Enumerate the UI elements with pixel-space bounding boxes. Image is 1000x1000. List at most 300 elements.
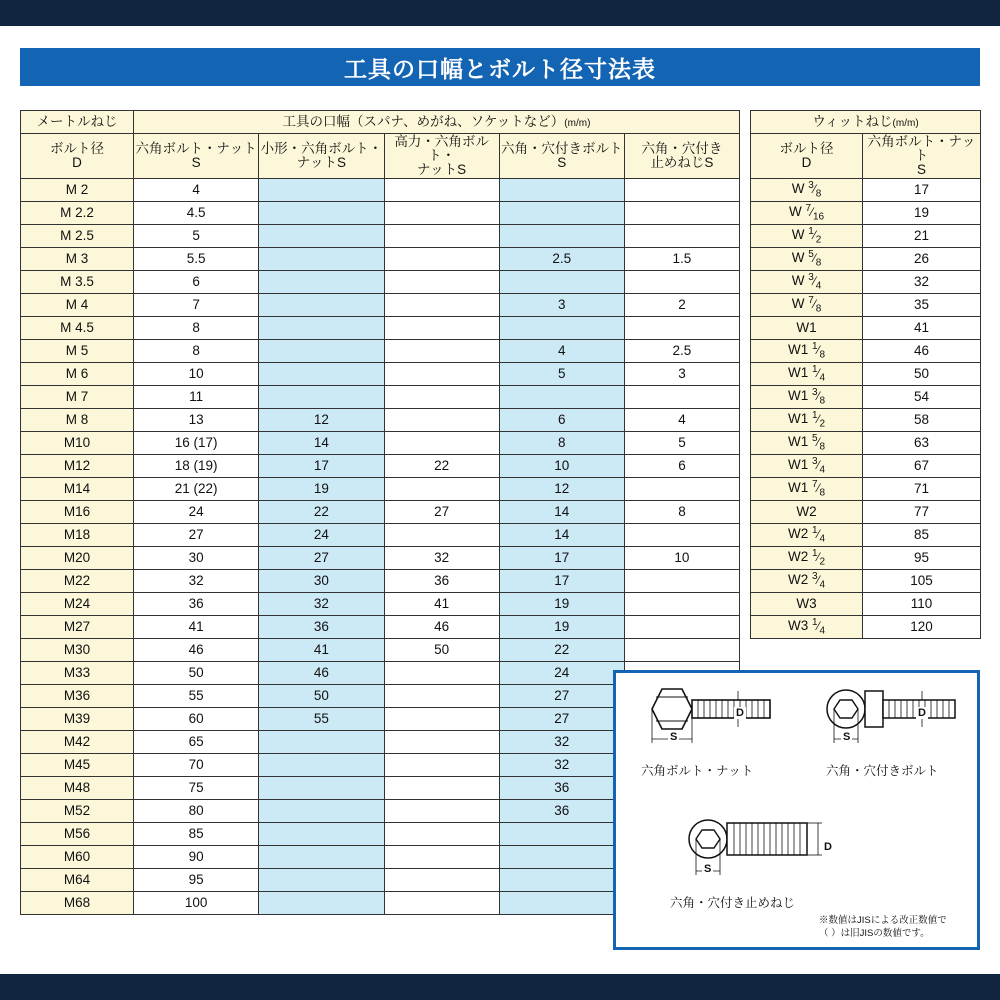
wit-col-header-bolt-diameter [751,134,863,179]
cell-bolt-diameter: M 7 [21,386,134,409]
cell-high-hex [384,478,499,501]
table-row [21,248,740,271]
cell-hex-bolt-nut: 32 [133,570,258,593]
cell-bolt-diameter: M33 [21,662,134,685]
page-title: 工具の口幅とボルト径寸法表 [344,55,656,82]
cell-high-hex [384,846,499,869]
cell-socket-bolt: 36 [499,777,624,800]
cell-wit-hex: 50 [863,363,981,386]
table-row [21,547,740,570]
table-row [751,409,981,432]
cell-wit-hex: 63 [863,432,981,455]
table-row [751,179,981,202]
cell-socket-bolt: 19 [499,593,624,616]
cell-hex-bolt-nut: 75 [133,777,258,800]
wit-col-header-hex [863,134,981,179]
cell-wit-bolt-diameter: W1 $^3⁄_8$ [751,386,863,409]
cell-bolt-diameter: M30 [21,639,134,662]
cell-wit-hex: 54 [863,386,981,409]
table-row [21,616,740,639]
cell-small-hex [259,340,384,363]
col-header-high-hex-label: 高力・六角ボルト・ [394,133,489,163]
cell-high-hex [384,202,499,225]
cell-bolt-diameter: M24 [21,593,134,616]
cell-small-hex [259,892,384,915]
cell-hex-bolt-nut: 11 [133,386,258,409]
cell-set-screw: 6 [624,455,739,478]
table-row [21,179,740,202]
col-header-bolt-diameter [21,134,134,179]
col-header-high-hex-sub: ナットS [416,162,467,178]
cell-socket-bolt: 22 [499,639,624,662]
col-header-small-hex-sub: ナットS [296,155,347,170]
table-row [21,294,740,317]
table-row [751,294,981,317]
cell-high-hex [384,662,499,685]
cell-hex-bolt-nut: 8 [133,340,258,363]
cell-small-hex [259,294,384,317]
cell-bolt-diameter: M39 [21,708,134,731]
cell-set-screw [624,202,739,225]
cell-high-hex [384,731,499,754]
cell-small-hex: 50 [259,685,384,708]
hex-bolt-nut-drawing [634,683,804,753]
cell-socket-bolt: 3 [499,294,624,317]
cell-small-hex [259,846,384,869]
table-row [21,271,740,294]
cell-bolt-diameter: M60 [21,846,134,869]
cell-small-hex [259,777,384,800]
col-header-socket-bolt-sub: S [557,155,567,170]
cell-socket-bolt: 36 [499,800,624,823]
diagram-caption-set-screw: 六角・穴付き止めねじ [670,896,796,910]
cell-wit-hex: 26 [863,248,981,271]
cell-wit-bolt-diameter: W2 [751,501,863,524]
cell-small-hex [259,225,384,248]
cell-high-hex: 32 [384,547,499,570]
cell-socket-bolt: 17 [499,547,624,570]
cell-socket-bolt: 14 [499,524,624,547]
cell-high-hex [384,225,499,248]
cell-socket-bolt [499,869,624,892]
cell-set-screw: 5 [624,432,739,455]
cell-wit-hex: 120 [863,616,981,639]
cell-wit-hex: 17 [863,179,981,202]
cell-high-hex [384,317,499,340]
cell-small-hex [259,179,384,202]
cell-bolt-diameter: M42 [21,731,134,754]
cell-wit-hex: 46 [863,340,981,363]
cell-bolt-diameter: M 2.5 [21,225,134,248]
wit-group-header-row [751,111,981,134]
cell-high-hex: 46 [384,616,499,639]
cell-hex-bolt-nut: 30 [133,547,258,570]
cell-wit-bolt-diameter: W2 $^1⁄_4$ [751,524,863,547]
cell-hex-bolt-nut: 41 [133,616,258,639]
cell-hex-bolt-nut: 55 [133,685,258,708]
cell-small-hex [259,386,384,409]
cell-wit-bolt-diameter: W $^5⁄_8$ [751,248,863,271]
cell-socket-bolt [499,202,624,225]
cell-hex-bolt-nut: 24 [133,501,258,524]
cell-bolt-diameter: M45 [21,754,134,777]
cell-high-hex [384,432,499,455]
cell-small-hex: 32 [259,593,384,616]
cell-set-screw [624,478,739,501]
cell-set-screw: 10 [624,547,739,570]
cell-high-hex [384,708,499,731]
cell-set-screw: 4 [624,409,739,432]
cell-bolt-diameter: M 3.5 [21,271,134,294]
cell-socket-bolt: 12 [499,478,624,501]
cell-high-hex [384,294,499,317]
cell-bolt-diameter: M 5 [21,340,134,363]
cell-set-screw: 1.5 [624,248,739,271]
cell-socket-bolt [499,225,624,248]
cell-hex-bolt-nut: 85 [133,823,258,846]
col-header-high-hex [384,134,499,179]
diagram-caption-hex-bolt-nut: 六角ボルト・ナット [641,764,754,778]
set-screw-d-label: D [824,841,832,853]
cell-wit-bolt-diameter: W $^1⁄_2$ [751,225,863,248]
table-row [751,478,981,501]
group-header-metric: メートルねじ [21,111,134,134]
cell-wit-hex: 19 [863,202,981,225]
table-row [751,248,981,271]
cell-socket-bolt: 32 [499,731,624,754]
page-title-banner [20,48,980,86]
cell-high-hex [384,800,499,823]
table-row [751,593,981,616]
cell-hex-bolt-nut: 5.5 [133,248,258,271]
cell-wit-bolt-diameter: W3 [751,593,863,616]
col-header-small-hex [259,134,384,179]
cell-small-hex [259,823,384,846]
col-header-bolt-diameter-sub: D [72,155,82,170]
cell-bolt-diameter: M64 [21,869,134,892]
cell-bolt-diameter: M27 [21,616,134,639]
table-row [751,225,981,248]
col-header-hex-bolt-nut [133,134,258,179]
cell-bolt-diameter: M20 [21,547,134,570]
table-row [751,363,981,386]
diagram-panel [613,670,980,950]
cell-bolt-diameter: M48 [21,777,134,800]
cell-hex-bolt-nut: 36 [133,593,258,616]
cell-wit-hex: 110 [863,593,981,616]
cell-small-hex [259,731,384,754]
cell-set-screw [624,271,739,294]
cell-socket-bolt [499,846,624,869]
group-header-tools [133,111,739,134]
cell-high-hex [384,869,499,892]
cell-hex-bolt-nut: 70 [133,754,258,777]
cell-bolt-diameter: M22 [21,570,134,593]
cell-small-hex: 27 [259,547,384,570]
cell-socket-bolt: 17 [499,570,624,593]
hex-bolt-d-label: D [736,707,744,719]
cell-hex-bolt-nut: 16 (17) [133,432,258,455]
cell-small-hex [259,363,384,386]
table-row [751,202,981,225]
cell-bolt-diameter: M52 [21,800,134,823]
cell-wit-hex: 58 [863,409,981,432]
cell-hex-bolt-nut: 65 [133,731,258,754]
cell-hex-bolt-nut: 100 [133,892,258,915]
cell-wit-hex: 32 [863,271,981,294]
table-row [21,478,740,501]
cell-wit-bolt-diameter: W $^7⁄_8$ [751,294,863,317]
cell-hex-bolt-nut: 27 [133,524,258,547]
table-row [751,570,981,593]
set-screw-drawing [674,813,844,883]
cell-hex-bolt-nut: 90 [133,846,258,869]
cell-wit-bolt-diameter: W $^7⁄_{16}$ [751,202,863,225]
cell-hex-bolt-nut: 4 [133,179,258,202]
cell-set-screw [624,524,739,547]
cell-socket-bolt: 27 [499,685,624,708]
cell-socket-bolt [499,271,624,294]
cell-bolt-diameter: M 8 [21,409,134,432]
socket-bolt-d-label: D [918,707,926,719]
cell-wit-bolt-diameter: W1 $^5⁄_8$ [751,432,863,455]
col-header-set-screw [624,134,739,179]
bottom-frame-bar [0,974,1000,1000]
cell-wit-bolt-diameter: W2 $^1⁄_2$ [751,547,863,570]
cell-socket-bolt: 6 [499,409,624,432]
cell-wit-hex: 41 [863,317,981,340]
cell-wit-bolt-diameter: W1 $^7⁄_8$ [751,478,863,501]
cell-hex-bolt-nut: 13 [133,409,258,432]
table-row [21,432,740,455]
table-row [21,363,740,386]
table-row [751,501,981,524]
cell-bolt-diameter: M 2 [21,179,134,202]
cell-high-hex [384,386,499,409]
cell-bolt-diameter: M 2.2 [21,202,134,225]
table-row [751,271,981,294]
cell-small-hex: 30 [259,570,384,593]
cell-small-hex [259,869,384,892]
col-header-hex-bolt-nut-label: 六角ボルト・ナット [135,140,257,156]
table-row [21,593,740,616]
cell-high-hex [384,179,499,202]
cell-small-hex: 17 [259,455,384,478]
cell-hex-bolt-nut: 7 [133,294,258,317]
cell-socket-bolt: 5 [499,363,624,386]
cell-high-hex: 50 [384,639,499,662]
wit-column-header-row [751,134,981,179]
cell-small-hex: 41 [259,639,384,662]
cell-high-hex [384,271,499,294]
cell-high-hex [384,823,499,846]
cell-socket-bolt: 10 [499,455,624,478]
col-header-small-hex-label: 小形・六角ボルト・ [260,140,383,156]
cell-wit-hex: 71 [863,478,981,501]
cell-socket-bolt: 4 [499,340,624,363]
cell-small-hex: 46 [259,662,384,685]
col-header-bolt-diameter-label: ボルト径 [49,140,104,156]
cell-set-screw: 3 [624,363,739,386]
cell-high-hex: 27 [384,501,499,524]
cell-set-screw: 8 [624,501,739,524]
table-row [21,570,740,593]
cell-hex-bolt-nut: 80 [133,800,258,823]
cell-set-screw [624,639,739,662]
col-header-socket-bolt-label: 六角・穴付きボルト [500,140,623,156]
cell-high-hex [384,248,499,271]
cell-wit-hex: 21 [863,225,981,248]
cell-small-hex: 24 [259,524,384,547]
group-header-whitworth-text: ウィットねじ [812,113,893,129]
cell-high-hex [384,340,499,363]
cell-high-hex [384,363,499,386]
cell-wit-bolt-diameter: W1 [751,317,863,340]
whitworth-thread-table [750,110,981,639]
group-header-tools-text: 工具の口幅（スパナ、めがね、ソケットなど） [282,113,565,129]
table-row [751,386,981,409]
cell-set-screw [624,386,739,409]
cell-wit-hex: 77 [863,501,981,524]
wit-col-header-hex-label: 六角ボルト・ナット [867,133,976,163]
cell-hex-bolt-nut: 60 [133,708,258,731]
group-header-whitworth [751,111,981,134]
cell-wit-bolt-diameter: W $^3⁄_4$ [751,271,863,294]
group-header-tools-unit: (m/m) [564,117,591,129]
cell-socket-bolt: 27 [499,708,624,731]
cell-small-hex: 19 [259,478,384,501]
cell-socket-bolt [499,892,624,915]
cell-socket-bolt [499,386,624,409]
cell-set-screw [624,225,739,248]
cell-set-screw: 2.5 [624,340,739,363]
cell-hex-bolt-nut: 50 [133,662,258,685]
cell-wit-bolt-diameter: W $^3⁄_8$ [751,179,863,202]
cell-bolt-diameter: M18 [21,524,134,547]
cell-socket-bolt: 24 [499,662,624,685]
cell-wit-bolt-diameter: W1 $^1⁄_4$ [751,363,863,386]
cell-hex-bolt-nut: 6 [133,271,258,294]
socket-head-bolt-drawing [812,683,982,753]
cell-hex-bolt-nut: 21 (22) [133,478,258,501]
cell-high-hex [384,685,499,708]
table-column-header-row [21,134,740,179]
cell-set-screw [624,616,739,639]
table-row [751,432,981,455]
wit-col-header-bolt-diameter-sub: D [801,155,812,170]
cell-small-hex: 36 [259,616,384,639]
hex-bolt-s-label: S [670,731,678,743]
table-row [21,317,740,340]
cell-small-hex [259,202,384,225]
cell-high-hex: 41 [384,593,499,616]
socket-bolt-s-label: S [843,731,851,743]
table-row [21,340,740,363]
cell-small-hex: 14 [259,432,384,455]
cell-socket-bolt [499,317,624,340]
cell-wit-hex: 105 [863,570,981,593]
table-row [21,386,740,409]
col-header-set-screw-sub: 止めねじS [650,155,714,170]
cell-small-hex [259,317,384,340]
col-header-set-screw-label: 六角・穴付き [641,140,723,156]
cell-bolt-diameter: M14 [21,478,134,501]
cell-bolt-diameter: M36 [21,685,134,708]
cell-set-screw [624,570,739,593]
cell-high-hex [384,892,499,915]
cell-bolt-diameter: M16 [21,501,134,524]
diagram-note-line1: ※数値はJISによる改正数値で [819,915,947,927]
table-group-header-row [21,111,740,134]
cell-wit-hex: 85 [863,524,981,547]
cell-wit-bolt-diameter: W3 $^1⁄_4$ [751,616,863,639]
diagram-note-line2: （ ）は旧JISの数値です。 [819,928,930,940]
cell-socket-bolt [499,823,624,846]
cell-socket-bolt: 19 [499,616,624,639]
cell-hex-bolt-nut: 10 [133,363,258,386]
cell-small-hex: 22 [259,501,384,524]
table-row [21,501,740,524]
cell-high-hex [384,524,499,547]
table-row [751,455,981,478]
cell-high-hex: 22 [384,455,499,478]
cell-socket-bolt: 8 [499,432,624,455]
table-row [21,639,740,662]
cell-set-screw [624,179,739,202]
diagram-caption-socket-bolt: 六角・穴付きボルト [826,764,939,778]
cell-hex-bolt-nut: 18 (19) [133,455,258,478]
cell-bolt-diameter: M 3 [21,248,134,271]
cell-bolt-diameter: M56 [21,823,134,846]
cell-wit-bolt-diameter: W1 $^1⁄_8$ [751,340,863,363]
cell-high-hex: 36 [384,570,499,593]
cell-bolt-diameter: M 4.5 [21,317,134,340]
table-row [21,524,740,547]
table-row [751,616,981,639]
cell-wit-bolt-diameter: W2 $^3⁄_4$ [751,570,863,593]
cell-set-screw [624,317,739,340]
table-row [751,317,981,340]
cell-hex-bolt-nut: 8 [133,317,258,340]
table-row [21,225,740,248]
cell-hex-bolt-nut: 46 [133,639,258,662]
cell-high-hex [384,777,499,800]
cell-bolt-diameter: M 6 [21,363,134,386]
cell-hex-bolt-nut: 4.5 [133,202,258,225]
cell-high-hex [384,409,499,432]
cell-wit-bolt-diameter: W1 $^3⁄_4$ [751,455,863,478]
cell-wit-hex: 35 [863,294,981,317]
cell-small-hex [259,248,384,271]
col-header-socket-bolt [499,134,624,179]
cell-bolt-diameter: M10 [21,432,134,455]
cell-bolt-diameter: M 4 [21,294,134,317]
table-row [751,524,981,547]
cell-wit-bolt-diameter: W1 $^1⁄_2$ [751,409,863,432]
wit-col-header-hex-sub: S [916,162,926,178]
wit-col-header-bolt-diameter-label: ボルト径 [779,140,834,156]
cell-socket-bolt: 2.5 [499,248,624,271]
table-row [21,409,740,432]
cell-socket-bolt: 32 [499,754,624,777]
diagram-note [819,915,969,941]
cell-small-hex: 55 [259,708,384,731]
cell-set-screw: 2 [624,294,739,317]
cell-socket-bolt [499,179,624,202]
set-screw-s-label: S [704,863,712,875]
cell-small-hex [259,271,384,294]
cell-small-hex: 12 [259,409,384,432]
